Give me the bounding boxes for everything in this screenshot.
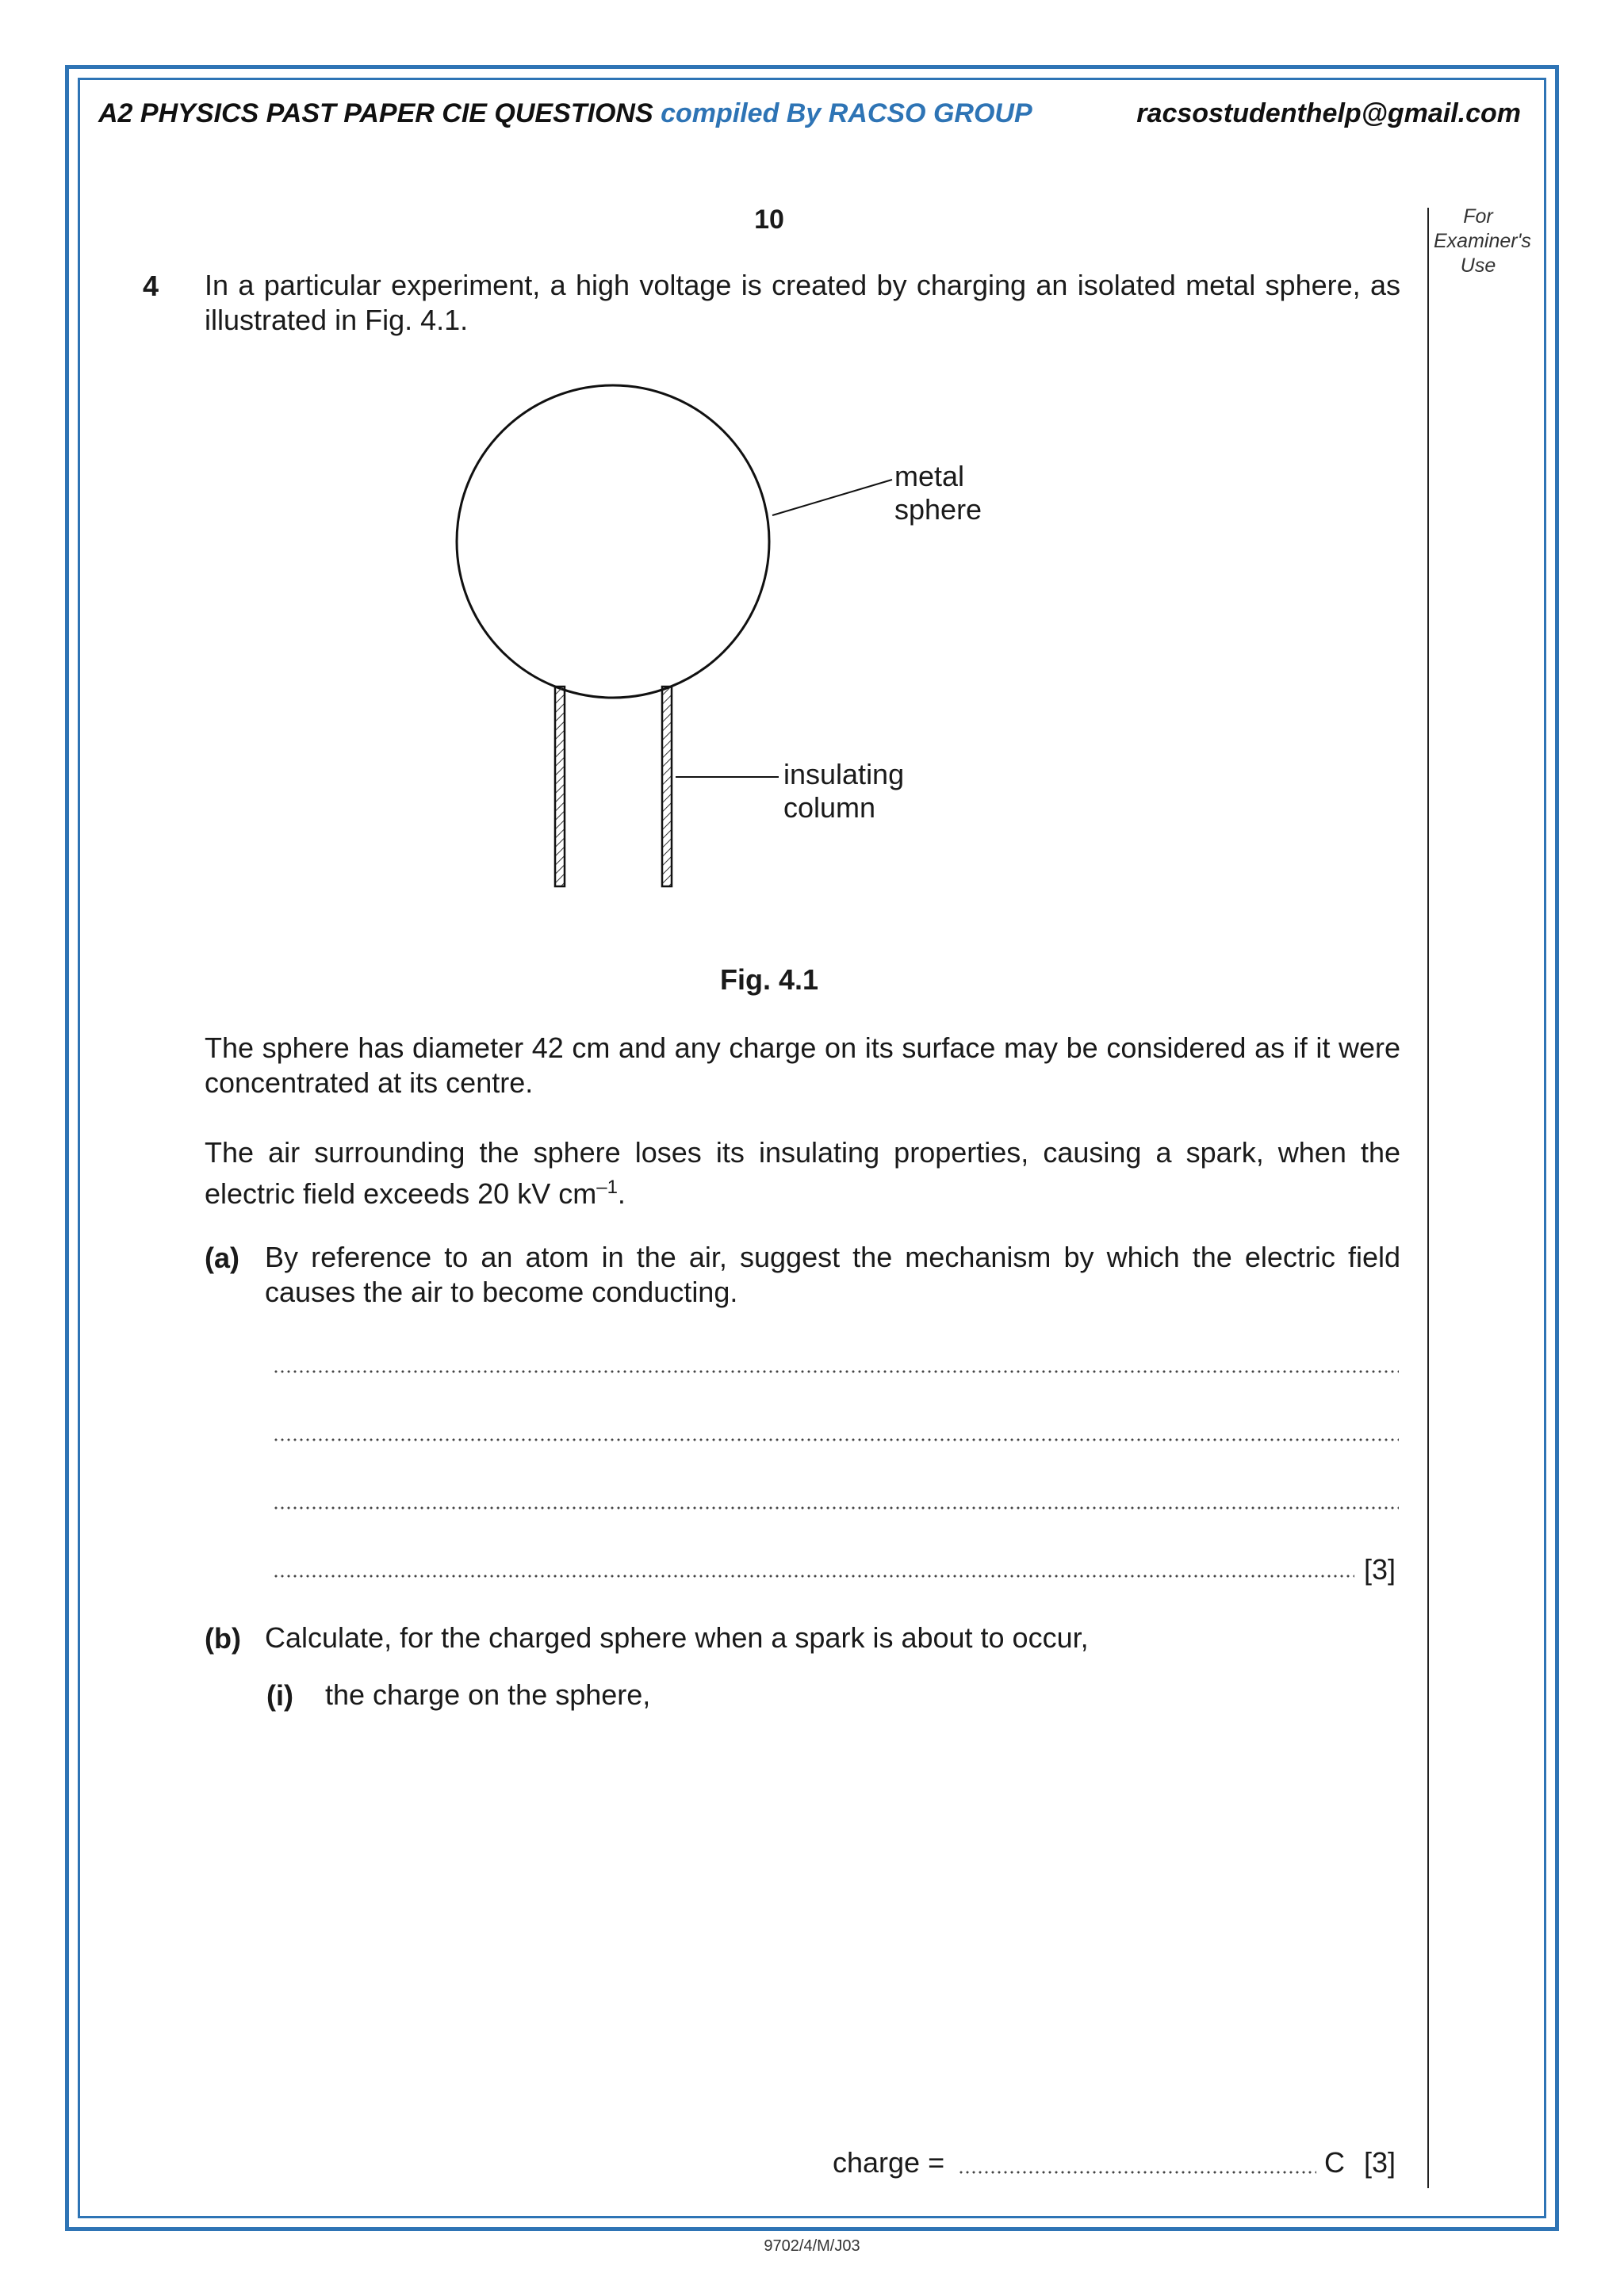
label-metal-sphere: metal sphere xyxy=(894,460,982,526)
paragraph-diameter: The sphere has diameter 42 cm and any charge on its surface may be considered as if it were concentrated at its centre. xyxy=(205,1031,1400,1099)
page-number: 10 xyxy=(754,205,784,235)
paragraph-breakdown-field xyxy=(205,1135,1400,1211)
header-title xyxy=(98,98,1032,129)
figure-caption: Fig. 4.1 xyxy=(719,963,819,996)
question-intro: In a particular experiment, a high voltage is created by charging an isolated metal sphere, as illustrated in Fig. 4.1. xyxy=(205,269,1400,336)
examiner-margin-line xyxy=(1427,208,1429,2188)
examiner-use-column xyxy=(1434,205,1531,278)
sphere-leader-line xyxy=(772,480,892,515)
answer-line-a-2[interactable] xyxy=(273,1438,1399,1441)
label-insulating-column xyxy=(783,758,904,825)
part-b-i-marks: [3] xyxy=(1364,2146,1396,2179)
part-b-label: (b) xyxy=(205,1622,241,1655)
figure-4-1 xyxy=(428,373,1015,896)
examiner-label-for: For xyxy=(1463,205,1493,228)
charge-answer-line[interactable] xyxy=(958,2171,1316,2174)
examiner-label-examiners: Examiner's xyxy=(1434,230,1531,252)
answer-line-a-1[interactable] xyxy=(273,1370,1399,1373)
header-title-main: A2 PHYSICS PAST PAPER CIE QUESTIONS xyxy=(98,98,653,128)
part-a-text: By reference to an atom in the air, suggest the mechanism by which the electric field causes the air to become conducting. xyxy=(265,1241,1400,1308)
header-compiled-by: compiled By RACSO GROUP xyxy=(661,98,1032,128)
paragraph-breakdown-end: . xyxy=(617,1177,626,1210)
header-email: racsostudenthelp@gmail.com xyxy=(1136,98,1521,128)
paper-code-footer: 9702/4/M/J03 xyxy=(764,2237,860,2255)
insulating-column-right xyxy=(662,687,672,886)
answer-line-a-3[interactable] xyxy=(273,1506,1399,1510)
label-insulating: insulating xyxy=(783,758,905,790)
paragraph-breakdown-text: The air surrounding the sphere loses its insulating properties, causing a spark, when the electric field exceeds 20 kV cm xyxy=(205,1136,1400,1210)
charge-answer-prefix: charge = xyxy=(833,2146,945,2179)
charge-answer-unit: C xyxy=(1324,2146,1345,2179)
metal-sphere xyxy=(457,385,769,698)
answer-line-a-4[interactable] xyxy=(273,1575,1354,1578)
label-column: column xyxy=(783,791,876,824)
part-b-i-text: the charge on the sphere, xyxy=(325,1678,651,1711)
part-a-label: (a) xyxy=(205,1242,239,1274)
question-number: 4 xyxy=(143,270,159,302)
examiner-label-use: Use xyxy=(1460,254,1496,277)
insulating-column-left xyxy=(555,687,565,886)
part-a-marks: [3] xyxy=(1364,1553,1396,1586)
part-b-i-label: (i) xyxy=(266,1679,293,1712)
part-b-text: Calculate, for the charged sphere when a spark is about to occur, xyxy=(265,1621,1089,1654)
unit-exponent: –1 xyxy=(596,1177,618,1198)
figure-diagram xyxy=(428,373,1015,896)
